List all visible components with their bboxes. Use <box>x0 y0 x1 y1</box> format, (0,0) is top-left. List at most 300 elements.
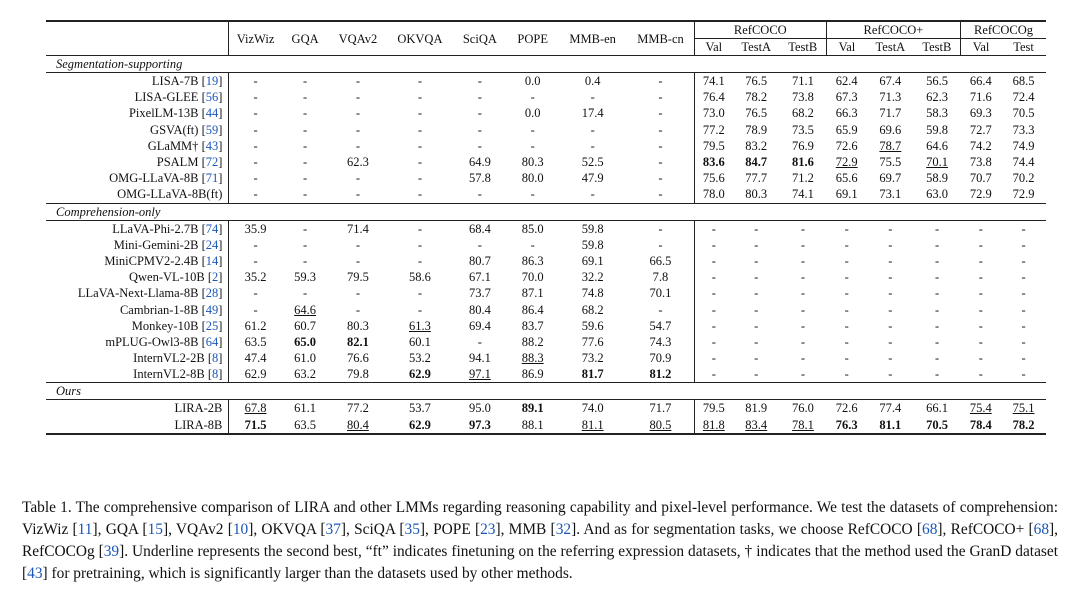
table-cell: 81.8 <box>694 417 733 434</box>
caption-citation: 39 <box>103 543 120 561</box>
table-cell: - <box>229 138 282 154</box>
table-cell: - <box>658 237 663 252</box>
table-cell: - <box>800 318 806 333</box>
table-cell: 59.3 <box>294 270 317 285</box>
table-cell: 64.9 <box>468 155 491 170</box>
table-cell: - <box>355 237 361 252</box>
table-cell: 61.0 <box>294 351 317 366</box>
table-cell: 63.5 <box>229 334 282 350</box>
column-header-okvqa: OKVQA <box>387 21 452 56</box>
table-cell: - <box>800 334 806 349</box>
table-cell: - <box>844 351 849 366</box>
table-cell: 73.2 <box>581 351 604 366</box>
table-cell: 81.9 <box>733 400 780 417</box>
table-cell: - <box>1021 253 1026 268</box>
table-cell: 80.5 <box>627 417 694 434</box>
table-cell: - <box>530 90 535 105</box>
table-cell: - <box>229 237 282 253</box>
table-cell: 61.3 <box>408 318 431 333</box>
table-cell: - <box>303 122 308 137</box>
table-cell: 59.8 <box>581 237 604 252</box>
table-cell: 62.4 <box>826 73 867 90</box>
table-cell: - <box>961 220 1002 237</box>
table-cell: - <box>1021 351 1026 366</box>
table-cell: 59.8 <box>926 122 949 137</box>
table-cell: - <box>355 106 361 121</box>
table-cell: 83.2 <box>745 138 768 153</box>
table-cell: 74.3 <box>649 334 672 349</box>
table-cell: 64.6 <box>294 302 317 317</box>
table-cell: - <box>844 270 849 285</box>
table-cell: - <box>694 253 733 269</box>
subcolumn-header: Val <box>694 39 733 56</box>
table-cell: - <box>844 237 849 252</box>
table-cell: 86.4 <box>521 302 544 317</box>
caption-citation: 15 <box>147 521 163 539</box>
header-corner-2 <box>46 39 229 56</box>
table-cell: 71.6 <box>969 90 992 105</box>
citation: 72 <box>205 155 219 170</box>
table-cell: 69.6 <box>879 122 902 137</box>
model-name: Monkey-10B [25] <box>131 318 223 333</box>
table-cell: - <box>978 302 983 317</box>
table-cell: 70.1 <box>649 286 672 301</box>
table-cell: 79.5 <box>694 138 733 154</box>
table-cell: 62.9 <box>229 366 282 383</box>
table-cell: 76.5 <box>745 106 768 121</box>
citation: 8 <box>211 351 219 366</box>
section-header <box>46 56 1046 73</box>
table-cell: 73.0 <box>694 105 733 121</box>
table-cell: 66.4 <box>961 73 1002 90</box>
group-header-refcocog: RefCOCOg <box>961 21 1047 39</box>
table-cell: 60.1 <box>408 334 431 349</box>
caption-citation: 68 <box>922 521 938 539</box>
table-cell: 69.1 <box>581 253 604 268</box>
table-cell: 79.5 <box>347 270 369 285</box>
model-name: LIRA-8B <box>46 417 229 434</box>
table-cell: - <box>590 122 595 137</box>
table-cell: - <box>978 237 983 252</box>
model-name: OMG-LLaVA-8B [71] <box>109 171 223 186</box>
table-cell: 76.0 <box>780 400 827 417</box>
table-cell: - <box>355 138 361 153</box>
table-cell: 74.8 <box>581 286 604 301</box>
table-cell: - <box>1021 270 1026 285</box>
table-cell: 80.0 <box>521 171 544 186</box>
table-cell: 47.9 <box>581 171 604 186</box>
table-cell: - <box>417 122 422 137</box>
table-cell: 70.7 <box>969 171 992 186</box>
table-cell: 86.9 <box>521 367 544 382</box>
table-cell: - <box>754 334 759 349</box>
table-cell: 77.7 <box>745 171 768 186</box>
table-cell: 66.1 <box>914 400 961 417</box>
table-cell: 79.8 <box>347 367 369 382</box>
table-cell: - <box>658 90 663 105</box>
table-cell: - <box>1021 334 1026 349</box>
table-cell: - <box>590 187 595 202</box>
table-cell: 80.7 <box>468 253 491 268</box>
table-cell: 54.7 <box>649 318 672 333</box>
table-cell: 66.5 <box>649 253 672 268</box>
table-cell: - <box>303 187 308 202</box>
table-cell: 73.3 <box>1012 122 1035 137</box>
table-cell: 80.4 <box>468 302 491 317</box>
table-cell: 76.4 <box>694 89 733 105</box>
model-name: GSVA(ft) [59] <box>150 122 223 137</box>
table-cell: 88.2 <box>521 334 544 349</box>
table-cell: - <box>229 154 282 170</box>
table-cell: - <box>229 186 282 203</box>
table-cell: - <box>229 73 282 90</box>
table-cell: - <box>417 302 422 317</box>
table-cell: 86.3 <box>521 253 544 268</box>
table-row <box>46 73 1046 90</box>
model-name: LISA-GLEE [56] <box>134 90 223 105</box>
table-cell: 66.3 <box>835 106 858 121</box>
table-cell: - <box>590 90 595 105</box>
table-cell: 65.9 <box>835 122 858 137</box>
table-cell: - <box>780 220 827 237</box>
table-cell: - <box>452 73 507 90</box>
table-cell: 67.4 <box>867 73 914 90</box>
caption-citation: 32 <box>555 521 572 539</box>
table-cell: 75.1 <box>1001 400 1046 417</box>
column-header-pope: POPE <box>507 21 558 56</box>
table-cell: 72.9 <box>1012 187 1035 202</box>
subcolumn-header: Test <box>1013 40 1034 54</box>
column-header-vqav2: VQAv2 <box>328 21 387 56</box>
section-header <box>46 203 1046 220</box>
table-cell: - <box>229 105 282 121</box>
header-corner <box>46 21 229 39</box>
table-row <box>46 366 1046 383</box>
table-cell: - <box>844 318 849 333</box>
table-cell: - <box>477 122 482 137</box>
table-cell: - <box>754 286 759 301</box>
table-cell: - <box>888 334 893 349</box>
table-cell: - <box>888 237 893 252</box>
table-cell: 71.4 <box>328 220 387 237</box>
table-row <box>46 237 1046 253</box>
table-cell: - <box>590 138 595 153</box>
table-cell: - <box>355 90 361 105</box>
table-cell: 0.0 <box>524 106 541 121</box>
model-name: MiniCPMV2-2.4B [14] <box>104 253 223 268</box>
table-cell: - <box>935 318 940 333</box>
table-cell: - <box>694 366 733 383</box>
table-cell: - <box>888 253 893 268</box>
table-cell: - <box>754 302 759 317</box>
table-cell: - <box>355 122 361 137</box>
citation: 19 <box>205 74 219 89</box>
table-cell: 35.2 <box>229 269 282 285</box>
table-cell: - <box>826 220 867 237</box>
table-cell: 81.1 <box>558 417 627 434</box>
table-cell: 0.0 <box>507 73 558 90</box>
table-cell: 74.9 <box>1012 138 1035 153</box>
header-row-1 <box>46 21 1046 39</box>
table-cell: 72.6 <box>835 138 858 153</box>
table-cell: 73.5 <box>792 122 814 137</box>
table-cell: 68.2 <box>792 106 814 121</box>
table-cell: 70.2 <box>1012 171 1035 186</box>
table-cell: - <box>477 138 482 153</box>
table-cell: 65.0 <box>294 334 317 349</box>
table-cell: - <box>800 253 806 268</box>
table-cell: - <box>417 90 422 105</box>
table-cell: 64.6 <box>926 138 949 153</box>
table-cell: 7.8 <box>652 270 669 285</box>
table-cell: - <box>754 253 759 268</box>
table-cell: 77.6 <box>581 334 604 349</box>
citation: 43 <box>205 138 219 153</box>
model-name: PSALM [72] <box>156 155 223 170</box>
table-cell: - <box>282 220 329 237</box>
citation: 56 <box>205 90 219 105</box>
table-cell: - <box>229 301 282 317</box>
table-cell: 53.2 <box>408 351 431 366</box>
group-header-refcoco: RefCOCO <box>694 21 826 39</box>
table-cell: 78.1 <box>780 417 827 434</box>
model-name: GLaMM† [43] <box>147 138 223 153</box>
table-cell: - <box>800 237 806 252</box>
table-cell: - <box>800 351 806 366</box>
table-cell: - <box>844 253 849 268</box>
table-cell: - <box>303 90 308 105</box>
model-name: Mini-Gemini-2B [24] <box>113 237 223 252</box>
table-cell: 82.1 <box>347 334 369 349</box>
caption-citation: 37 <box>325 521 341 539</box>
table-cell: - <box>800 302 806 317</box>
table-cell: - <box>754 351 759 366</box>
table-cell: 74.0 <box>558 400 627 417</box>
table-cell: - <box>658 302 663 317</box>
table-cell: 76.9 <box>792 138 814 153</box>
table-cell: - <box>387 220 452 237</box>
table-cell: - <box>658 106 663 121</box>
caption-citation: 11 <box>77 521 93 539</box>
table-cell: - <box>658 171 663 186</box>
table-cell: 71.7 <box>879 106 902 121</box>
model-name: PixelLM-13B [44] <box>128 106 223 121</box>
table-cell: - <box>229 253 282 269</box>
model-name: LIRA-2B <box>46 400 229 417</box>
table-cell: - <box>530 187 535 202</box>
table-cell: 88.1 <box>507 417 558 434</box>
table-cell: 58.3 <box>926 106 949 121</box>
table-cell: 32.2 <box>581 270 604 285</box>
table-cell: 74.1 <box>792 187 814 202</box>
table-cell: - <box>800 367 806 382</box>
table-cell: 67.1 <box>468 270 491 285</box>
table-row <box>46 285 1046 301</box>
table-cell: - <box>754 237 759 252</box>
table-cell: - <box>754 270 759 285</box>
table-cell: 73.1 <box>879 187 902 202</box>
table-cell: 63.5 <box>282 417 329 434</box>
table-cell: 62.3 <box>347 155 369 170</box>
table-cell: - <box>935 351 940 366</box>
table-cell: 68.4 <box>452 220 507 237</box>
table-cell: 74.1 <box>694 73 733 90</box>
table-cell: - <box>978 318 983 333</box>
table-cell: - <box>303 138 308 153</box>
citation: 2 <box>211 270 219 285</box>
table-cell: - <box>694 269 733 285</box>
table-cell: 70.5 <box>1012 106 1035 121</box>
table-cell: 62.9 <box>387 417 452 434</box>
table-cell: - <box>844 286 849 301</box>
table-cell: - <box>978 367 983 382</box>
subcolumn-header: Val <box>961 39 1002 56</box>
column-header-mmb-en: MMB-en <box>558 21 627 56</box>
citation: 49 <box>205 302 219 317</box>
table-cell: - <box>800 270 806 285</box>
table-cell: 84.7 <box>745 155 768 170</box>
table-cell: - <box>1021 237 1026 252</box>
table-cell: - <box>694 301 733 317</box>
table-cell: 78.2 <box>745 90 768 105</box>
table-row <box>46 122 1046 138</box>
table-cell: 73.8 <box>969 155 992 170</box>
column-header-vizwiz: VizWiz <box>229 21 282 56</box>
table-cell: - <box>978 286 983 301</box>
table-cell: - <box>935 302 940 317</box>
table-cell: 80.4 <box>328 417 387 434</box>
table-cell: 78.0 <box>694 186 733 203</box>
table-cell: - <box>658 122 663 137</box>
table-cell: - <box>888 351 893 366</box>
table-cell: - <box>355 253 361 268</box>
table-cell: - <box>754 367 759 382</box>
table-cell: - <box>1021 367 1026 382</box>
table-cell: - <box>1021 318 1026 333</box>
table-cell: 56.5 <box>914 73 961 90</box>
table-cell: - <box>935 286 940 301</box>
table-cell: - <box>530 138 535 153</box>
table-cell: 71.5 <box>229 417 282 434</box>
table-row <box>46 400 1046 417</box>
table-cell: 69.7 <box>879 171 902 186</box>
table-cell: 75.5 <box>879 155 902 170</box>
citation: 59 <box>205 122 219 137</box>
table-cell: 72.7 <box>969 122 992 137</box>
caption-citation: 23 <box>480 521 496 539</box>
table-cell: - <box>282 73 329 90</box>
table-cell: - <box>530 122 535 137</box>
table-cell: - <box>935 367 940 382</box>
table-cell: 71.3 <box>879 90 902 105</box>
table-cell: 59.6 <box>581 318 604 333</box>
table-row <box>46 301 1046 317</box>
table-cell: 75.6 <box>694 170 733 186</box>
table-cell: - <box>658 155 663 170</box>
table-cell: 80.3 <box>745 187 768 202</box>
table-row <box>46 170 1046 186</box>
column-header-mmb-cn: MMB-cn <box>627 21 694 56</box>
table-cell: - <box>303 155 308 170</box>
table-cell: - <box>477 106 482 121</box>
table-cell: - <box>888 318 893 333</box>
table-cell: - <box>627 220 694 237</box>
column-header-gqa: GQA <box>282 21 329 56</box>
table-cell: - <box>914 220 961 237</box>
table-cell: 89.1 <box>507 400 558 417</box>
table-cell: 47.4 <box>229 350 282 366</box>
table-cell: - <box>935 270 940 285</box>
model-name: OMG-LLaVA-8B(ft) <box>117 187 223 202</box>
table-cell: - <box>935 334 940 349</box>
table-cell: 76.6 <box>347 351 369 366</box>
table-cell: 72.9 <box>969 187 992 202</box>
table-cell: 78.9 <box>745 122 768 137</box>
table-cell: 72.4 <box>1012 90 1035 105</box>
table-cell: 57.8 <box>468 171 491 186</box>
table-cell: 58.6 <box>408 270 431 285</box>
table-cell: - <box>888 302 893 317</box>
table-cell: - <box>658 138 663 153</box>
citation: 8 <box>211 367 219 382</box>
table-cell: 81.7 <box>581 367 604 382</box>
table-cell: 68.2 <box>581 302 604 317</box>
table-cell: 59.8 <box>558 220 627 237</box>
table-cell: - <box>694 237 733 253</box>
table-cell: 80.3 <box>347 318 369 333</box>
subcolumn-header: TestA <box>875 40 906 54</box>
model-name: LISA-7B [19] <box>46 73 229 90</box>
table-row <box>46 154 1046 170</box>
table-cell: - <box>844 334 849 349</box>
caption-citation: 68 <box>1033 521 1050 539</box>
table-cell: - <box>888 286 893 301</box>
table-cell: 74.2 <box>969 138 992 153</box>
table-cell: - <box>477 90 482 105</box>
column-header-sciqa: SciQA <box>452 21 507 56</box>
citation: 25 <box>205 318 219 333</box>
table-cell: - <box>303 253 308 268</box>
table-cell: 80.3 <box>521 155 544 170</box>
table-cell: - <box>888 367 893 382</box>
table-cell: - <box>733 220 780 237</box>
table-cell: 83.7 <box>521 318 544 333</box>
citation: 44 <box>205 106 219 121</box>
citation: 28 <box>205 286 219 301</box>
table-cell: 71.2 <box>792 171 814 186</box>
table-cell: - <box>417 171 422 186</box>
table-cell: - <box>1021 286 1026 301</box>
citation: 14 <box>205 253 219 268</box>
model-name: Qwen-VL-10B [2] <box>129 270 223 285</box>
table-cell: 70.0 <box>521 270 544 285</box>
table-caption: Table 1. The comprehensive comparison of LIRA and other LMMs regarding reasoning capability and pixel-level performance. We test the datasets of comprehension: VizWiz [11], GQA [15], VQAv2 [10], OKVQA [37], SciQA [35], POPE [23], MMB [32]. And as for segmentation tasks, we choose RefCOCO [68], RefCOCO+ [68], RefCOCOg [39]. Underline represents the second best, “ft” indicates finetuning on the referring expression datasets, † indicates that the method used the GranD dataset [43] for pretraining, which is significantly larger than the datasets used by other methods. <box>22 499 1058 583</box>
table-cell: 53.7 <box>387 400 452 417</box>
table-cell: - <box>229 170 282 186</box>
model-name: InternVL2-2B [8] <box>133 351 223 366</box>
model-name: mPLUG-Owl3-8B [64] <box>105 334 223 349</box>
table-cell: 78.4 <box>961 417 1002 434</box>
table-cell: - <box>417 187 422 202</box>
table-cell: 75.4 <box>961 400 1002 417</box>
table-cell: 63.0 <box>926 187 949 202</box>
table-cell: 94.1 <box>468 351 491 366</box>
table-cell: - <box>935 237 940 252</box>
table-cell: 61.1 <box>282 400 329 417</box>
table-cell: - <box>229 89 282 105</box>
table-cell: 81.1 <box>867 417 914 434</box>
table-cell: - <box>694 220 733 237</box>
